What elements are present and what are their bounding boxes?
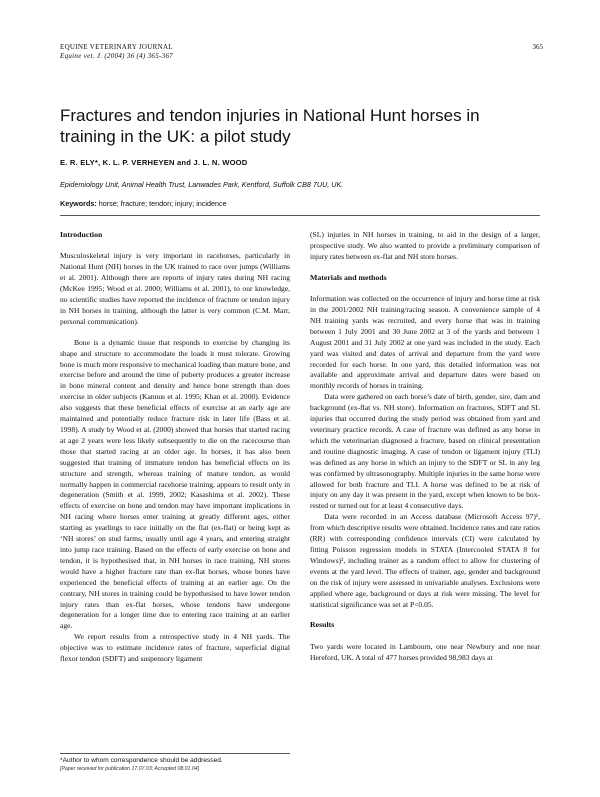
footnote-divider [60, 753, 290, 754]
keywords-text: horse; fracture; tendon; injury; incidence [98, 199, 227, 208]
introduction-heading: Introduction [60, 230, 103, 239]
journal-header [60, 43, 173, 62]
journal-citation: Equine vet. J. (2004) 36 (4) 365-367 [60, 52, 174, 61]
results-heading: Results [310, 620, 335, 630]
intro-paragraph: Musculoskeletal injury is very important in racehorses, particularly in National Hunt (NH) horses in the UK trained to race over jumps (Williams et al. 2001). Although there are reports of injury rates during NH racing (McKee 1995; Wood et al. 2000; Williams et al. 2001), to our knowledge, no scientific studies have reported the incidence of fracture or tendon injury in NH horses in training, although the latter is very common (C.M. Marr, personal communication). [60, 251, 290, 326]
header-divider [60, 215, 540, 216]
methods-heading: Materials and methods [310, 272, 387, 282]
keywords-line [60, 199, 227, 208]
article-title: Fractures and tendon injuries in National Hunt horses in training in the UK: a pilot study [60, 106, 480, 146]
methods-paragraph: Information was collected on the occurrence of injury and horse time at risk in the 2001/2002 NH training/racing season. A convenience sample of 4 NH training yards was recruited, and every horse that was in training between 1 July 2001 and 30 June 2002 at 3 of the yards and between 1 August 2001 and 31 July 2002 at one yard was included in the study. Each yard was visited and dates of arrival and departure from the yard were recorded for each horse. In one yard, this detailed information was not available and approximate arrival and departure dates were based on monthly records of horses in training. [310, 294, 540, 391]
page-number: 365 [532, 43, 543, 51]
intro-paragraph: We report results from a retrospective study in 4 NH yards. The objective was to estimate incidence rates of fracture, superficial digital flexor tendon (SDFT) and suspensory ligament [60, 632, 290, 664]
author-affiliation: Epidemiology Unit, Animal Health Trust, Lanwades Park, Kentford, Suffolk CB8 7UU, UK. [60, 180, 344, 189]
results-paragraph: Two yards were located in Lambourn, one near Newbury and one near Hereford, UK. A total of 477 horses provided 98,983 days at [310, 641, 540, 662]
correspondence-note: *Author to whom correspondence should be addressed. [60, 757, 223, 764]
footnote [60, 756, 223, 774]
intro-continuation: (SL) injuries in NH horses in training, to aid in the design of a larger, prospective study. We also wanted to provide a preliminary comparison of injury rates between ex-flat and NH store horses. [310, 230, 540, 261]
keywords-label: Keywords: [60, 199, 97, 208]
methods-paragraph: Data were recorded in an Access database (Microsoft Access 97)¹, from which descriptive results were obtained. Incidence rates and rate ratios (RR) with corresponding confidence intervals (CI) were calculated by fitting Poisson regression models in STATA (Intercooled STATA 8 for Windows)², including trainer as a random effect to allow for clustering of events at the yard level. The effects of trainer, age, gender and background on the risk of injury were assessed in univariable analyses. Exclusions were applied where age, background or days at risk were missing. The level for statistical significance was set at P<0.05. [310, 512, 540, 609]
journal-name: EQUINE VETERINARY JOURNAL [60, 43, 173, 51]
methods-paragraph: Data were gathered on each horse’s date of birth, gender, sire, dam and background (ex-flat vs. NH store). Information on fractures, SDFT and SL injuries that occurred during the study period was obtained from yard and veterinary practice records. A case of fracture was defined as any horse in which the veterinarian diagnosed a fracture, based on clinical presentation and routine diagnostic imaging. A case of tendon or ligament injury (TLI) was defined as any horse in which an injury to the SDFT or SL in any leg was confirmed by ultrasonography. Multiple injuries in the same horse were allowed for both fracture and TLI. A horse was defined to be at risk of injury on any day it was present in the yard, except when known to be box-rested or turned out for at least 4 consecutive days. [310, 392, 540, 511]
left-column [60, 230, 290, 665]
intro-paragraph: Bone is a dynamic tissue that responds to exercise by changing its shape and structure to accommodate the loads it must tolerate. Growing bone is much more responsive to mechanical loading than mature bone, and exercise before and around the time of puberty produces a greater increase in bone mineral content and density and hence bone strength than does exercise in older subjects (Kannus et al. 1995; Khan et al. 2000). Evidence also suggests that these beneficial effects of exercise at an early age are maintained and potentially reduce fracture risk in later life (Bass et al. 1998). A study by Wood et al. (2000) showed that horses that started racing at age 2 years were less likely subsequently to die on the racecourse than those that started racing at an older age. In horses, it has also been suggested that training of immature tendon has beneficial effects on its structure and strength, whereas training of mature tendon, as would normally happen in commercial racehorse training, appears to result only in degeneration (Smith et al. 1999, 2002; Kasashima et al. 2002). These effects of exercise on bone and tendon may have important implications in NH racing where horses enter training at greatly different ages, either starting as yearlings to race initially on the flat (ex-flat) or being kept as ‘NH stores’ on stud farms, usually until age 4 years, and entering straight into jump race training. Based on the effects of early exercise on bone and tendon, it is hypothesised that, in NH horses in race training, NH stores would have a higher fracture rate than ex-flat horses, whose bones have experienced the beneficial effects of training at an earlier age. On the contrary, NH stores in training could be hypothesised to have lower tendon injury rates than ex-flat horses, whose tendons have undergone degeneration for a longer time due to entering race training at an earlier age. [60, 337, 290, 631]
right-column [310, 230, 540, 674]
author-list: E. R. ELY*, K. L. P. VERHEYEN and J. L. N. WOOD [60, 158, 248, 167]
received-note: [Paper received for publication 17.07.03; Accepted 08.01.04] [60, 766, 200, 772]
